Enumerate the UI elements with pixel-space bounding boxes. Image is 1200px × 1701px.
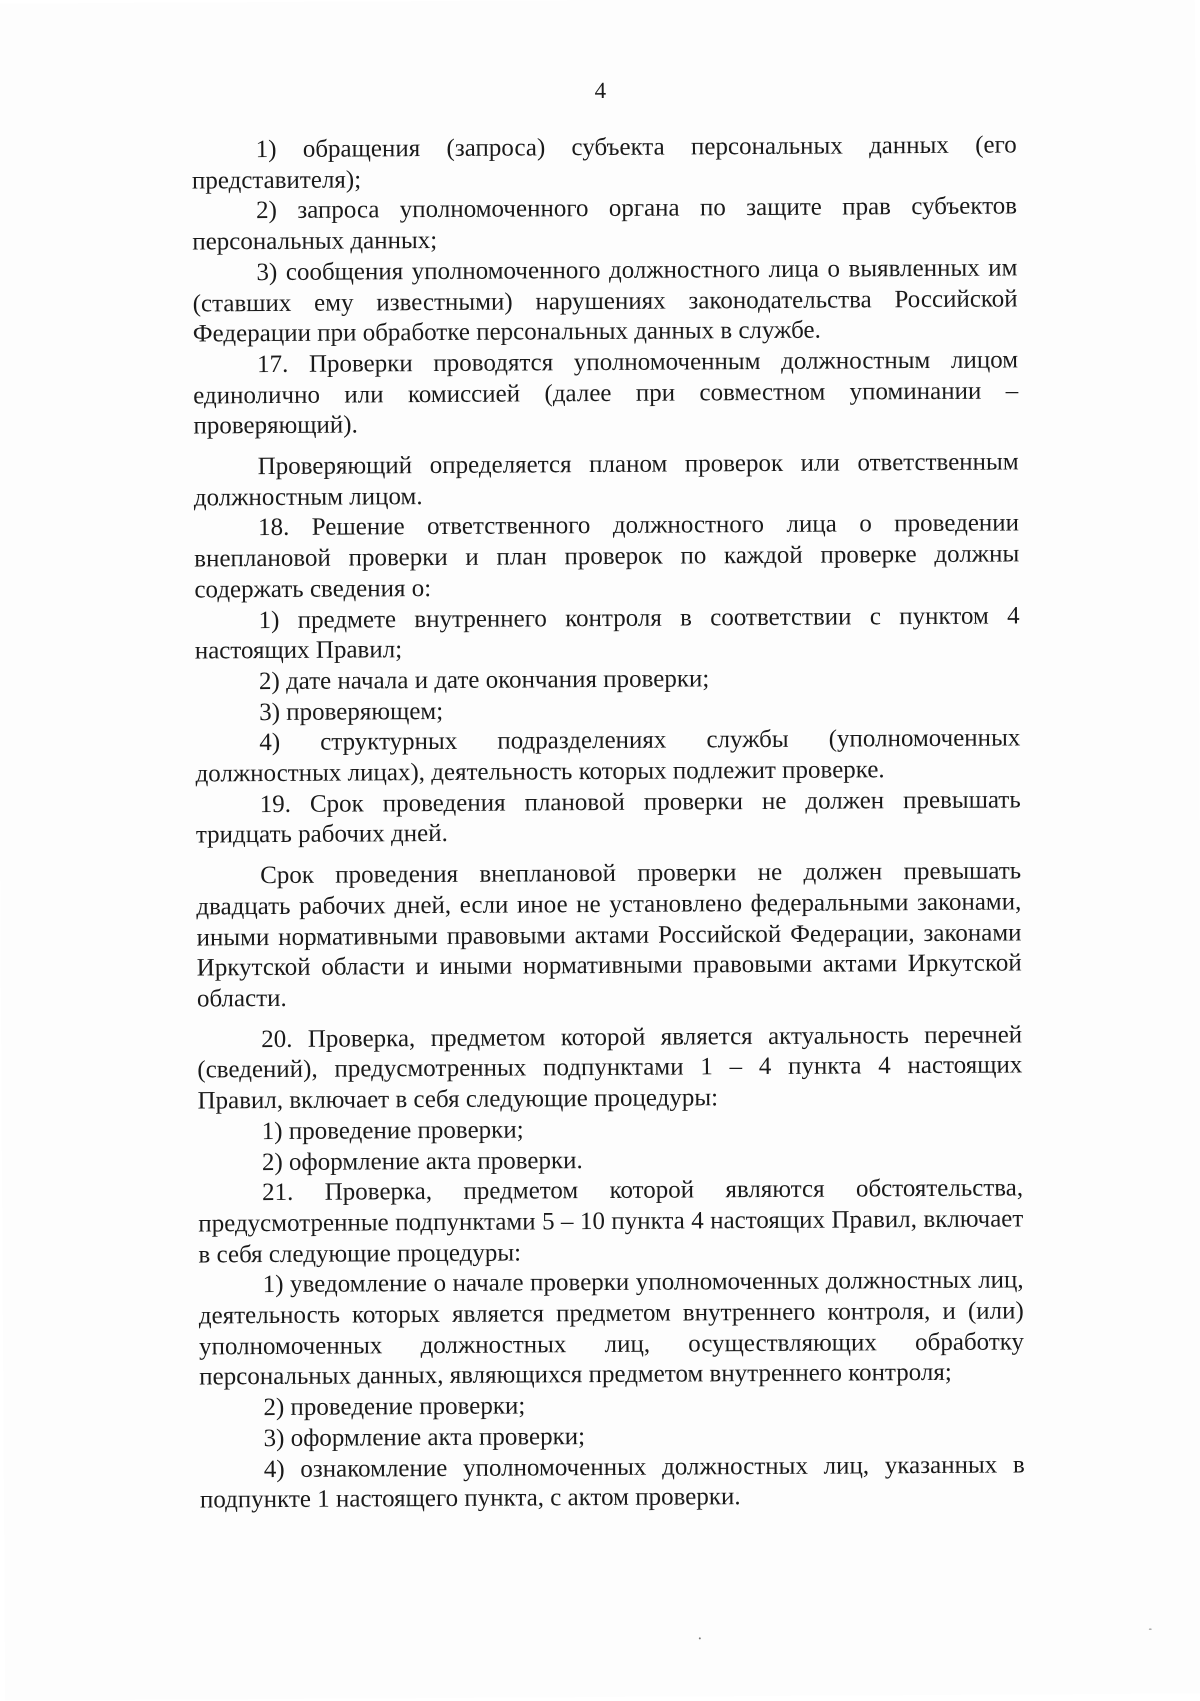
paragraph: 1) предмете внутреннего контроля в соответствии с пунктом 4 настоящих Правил; [194,601,1020,665]
paragraph: 2) оформление акта проверки. [261,1146,583,1176]
paragraph: Срок проведения внеплановой проверки не должен превышать двадцать рабочих дней, если иное не установлено федеральными законами, иными нормативными правовыми актами Российской Федерации, законами Иркутской области и иными нормативными правовыми актами Иркутской области. [196,857,1022,1013]
paragraph: 3) оформление акта проверки; [263,1422,586,1452]
document-body [192,130,1025,1516]
paragraph: 21. Проверка, предметом которой являются обстоятельства, предусмотренные подпунктами 5 – 10 пункта 4 настоящих Правил, включает в себя следующие процедуры: [198,1174,1024,1269]
paragraph: 1) проведение проверки; [261,1116,524,1145]
paragraph: 4) ознакомление уполномоченных должностных лиц, указанных в подпункте 1 настоящего пункта, с актом проверки. [199,1450,1025,1514]
paragraph: Проверяющий определяется планом проверок или ответственным должностным лицом. [193,448,1019,512]
paragraph: 2) дате начала и дате окончания проверки; [258,665,710,696]
paragraph: 2) проведение проверки; [263,1392,526,1422]
scan-speck [699,1637,701,1639]
paragraph: 19. Срок проведения плановой проверки не должен превышать тридцать рабочих дней. [195,786,1021,849]
scan-speck [1149,1629,1152,1630]
page-number: 4 [594,77,607,104]
paragraph: 3) сообщения уполномоченного должностного лица о выявленных им (ставших ему известными) нарушениях законодательства Российской Федерации при обработке персональных данных в службе. [192,254,1018,348]
paragraph: 18. Решение ответственного должностного лица о проведении внеплановой проверки и план проверок по каждой проверке должны содержать сведения о: [194,509,1020,604]
paragraph: 1) уведомление о начале проверки уполномоченных должностных лиц, деятельность которых является предметом внутреннего контроля, и (или) уполномоченных должностных лиц, осуществляющих обработку персональных данных, являющихся предметом внутреннего контроля; [198,1266,1025,1391]
paragraph: 2) запроса уполномоченного органа по защите прав субъектов персональных данных; [192,192,1018,256]
paragraph: 4) структурных подразделениях службы (уполномоченных должностных лицах), деятельность которых подлежит проверке. [195,724,1021,788]
paragraph: 20. Проверка, предметом которой является актуальность перечней (сведений), предусмотренных подпунктами 1 – 4 пункта 4 настоящих Правил, включает в себя следующие процедуры: [197,1021,1023,1115]
paragraph: 1) обращения (запроса) субъекта персональных данных (его представителя); [191,131,1017,195]
paragraph: 17. Проверки проводятся уполномоченным должностным лицом единолично или комиссией (далее при совместном упоминании – проверяющий). [193,346,1019,440]
paragraph: 3) проверяющем; [259,697,444,726]
